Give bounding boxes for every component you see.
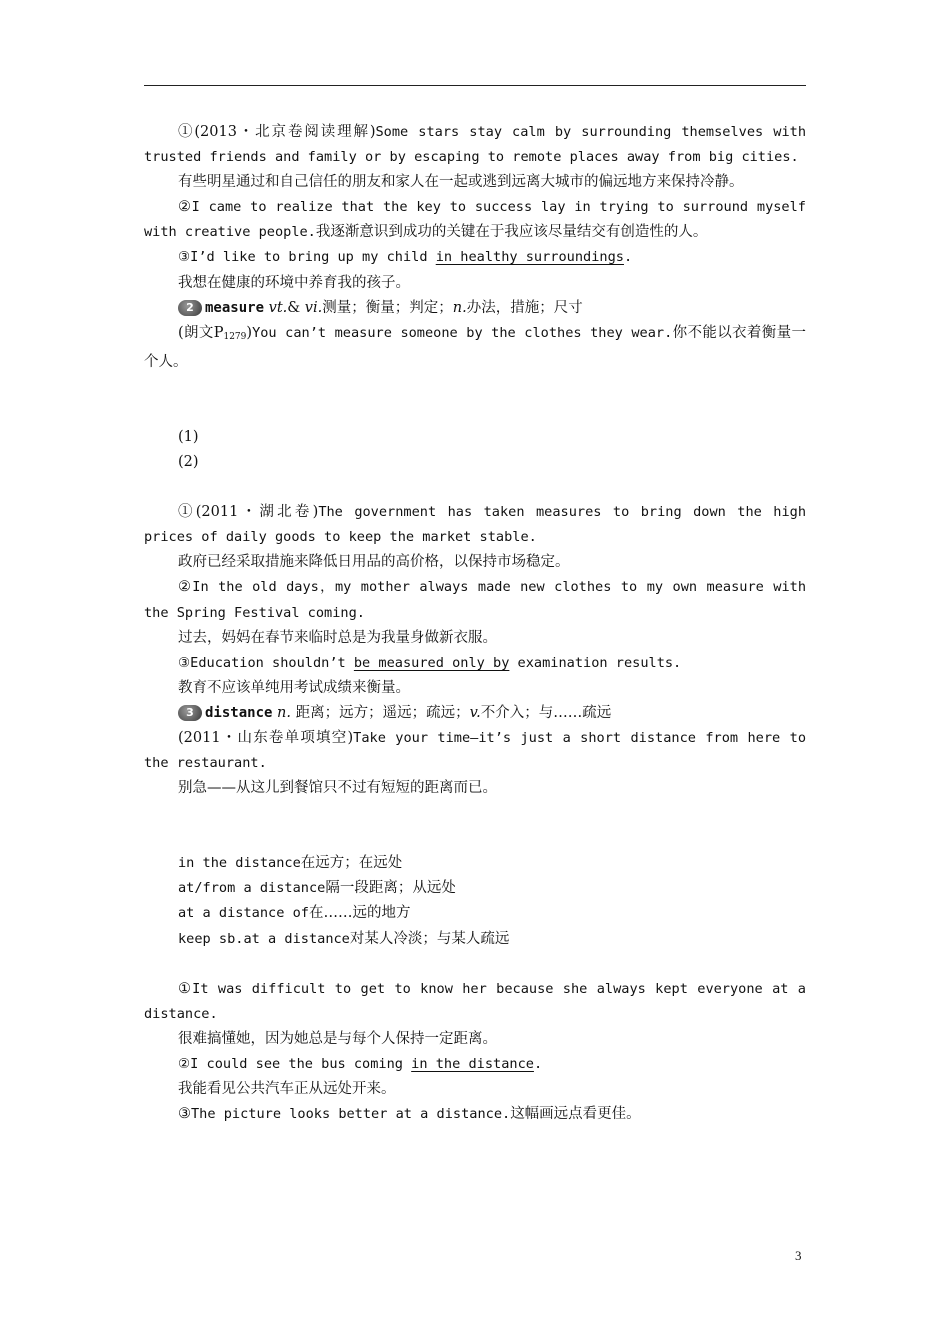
example-english: The government has taken measures to bring down the high prices of daily goods to keep the market stable. bbox=[144, 504, 807, 546]
example-translation: 我能看见公共汽车正从远处开来。 bbox=[178, 1081, 396, 1097]
example-paragraph: ③The picture looks better at a distance.这幅画远点看更佳。 bbox=[178, 1106, 641, 1123]
example-translation: 政府已经采取措施来降低日用品的高价格，以保持市场稳定。 bbox=[178, 554, 570, 571]
example-paragraph: ③I’d like to bring up my child in healthy surroundings. bbox=[178, 249, 633, 266]
example-paragraph: (朗文$P_{1279})You$ can’t measure someone by the clothes they wear.你不能以衣着衡量一个人。 bbox=[144, 324, 806, 370]
page-number: 3 bbox=[795, 1248, 802, 1263]
example-source: ①(2013・北京卷阅读理解) bbox=[178, 124, 376, 140]
entry-heading-distance: 3 distance n. 距离；远方；遥远；疏远；v.不介入；与……疏远 bbox=[144, 701, 806, 726]
document-body bbox=[144, 120, 806, 1127]
number-badge-icon: 3 bbox=[178, 705, 202, 721]
head-word: measure bbox=[205, 299, 265, 316]
example-paragraph: (2011・山东卷单项填空)Take your time—it’s just a short distance from here to the restaurant. bbox=[144, 729, 806, 772]
list-item: (1) bbox=[178, 428, 199, 445]
example-english: I came to realize that the key to success lay in trying to surround myself with creative people. bbox=[144, 199, 806, 241]
example-translation: 我逐渐意识到成功的关键在于我应该尽量结交有创造性的人。 bbox=[315, 224, 708, 241]
example-translation: 过去，妈妈在春节来临时总是为我量身做新衣服。 bbox=[178, 629, 497, 646]
header-rule bbox=[144, 85, 806, 86]
example-paragraph: ①(2011・湖北卷)The government has taken measures to bring down the high prices of daily goods to keep the market stable. bbox=[144, 504, 807, 546]
example-translation: 别急——从这儿到餐馆只不过有短短的距离而已。 bbox=[178, 780, 497, 797]
example-paragraph: ②In the old days，my mother always made new clothes to my own measure with the Spring Festival coming. bbox=[144, 579, 807, 621]
example-english: It was difficult to get to know her because she always kept everyone at a distance. bbox=[144, 980, 806, 1022]
underlined-phrase: in the distance bbox=[411, 1055, 534, 1072]
example-english: You can’t measure someone by the clothes they wear. bbox=[252, 324, 673, 341]
underlined-phrase: in healthy surroundings bbox=[435, 249, 624, 266]
underlined-phrase: be measured only by bbox=[353, 654, 510, 671]
head-word: distance bbox=[205, 704, 273, 721]
example-paragraph: ②I could see the bus coming in the distance. bbox=[178, 1055, 543, 1072]
example-translation: 有些明星通过和自己信任的朋友和家人在一起或逃到远离大城市的偏远地方来保持冷静。 bbox=[178, 174, 744, 191]
example-paragraph: ②I came to realize that the key to success lay in trying to surround myself with creative people.我逐渐意识到成功的关键在于我应该尽量结交有创造性的人。 bbox=[144, 199, 806, 241]
list-item: (2) bbox=[178, 454, 199, 471]
example-paragraph: ①It was difficult to get to know her because she always kept everyone at a distance. bbox=[144, 980, 806, 1022]
phrase-item: keep sb.at a distance对某人冷淡；与某人疏远 bbox=[178, 930, 510, 947]
phrase-item: at a distance of在……远的地方 bbox=[178, 905, 411, 922]
example-translation: 这幅画远点看更佳。 bbox=[510, 1106, 641, 1123]
phrase-item: in the distance在远方；在远处 bbox=[178, 855, 403, 872]
example-english: Take your time—it’s just a short distance from here to the restaurant. bbox=[144, 729, 806, 772]
example-translation: 我想在健康的环境中养育我的孩子。 bbox=[178, 274, 410, 291]
example-paragraph bbox=[144, 120, 806, 170]
number-badge-icon: 2 bbox=[178, 300, 202, 316]
phrase-item: at/from a distance隔一段距离；从远处 bbox=[178, 880, 456, 897]
example-paragraph: ③Education shouldn’t be measured only by examination results. bbox=[178, 654, 682, 671]
example-translation: 你不能以衣着衡量一个人。 bbox=[144, 324, 806, 370]
entry-heading-measure: 2 measure vt.& vi.测量；衡量；判定；n.办法，措施；尺寸 bbox=[144, 296, 806, 321]
example-translation: 很难搞懂她，因为她总是与每个人保持一定距离。 bbox=[178, 1030, 497, 1047]
example-english: Some stars stay calm by surrounding themselves with trusted friends and family or by escaping to remote places away from big cities. bbox=[144, 124, 807, 166]
example-translation: 教育不应该单纯用考试成绩来衡量。 bbox=[178, 679, 410, 696]
example-english: In the old days，my mother always made new clothes to my own measure with the Spring Festival coming. bbox=[144, 579, 807, 621]
example-english: The picture looks better at a distance. bbox=[191, 1106, 511, 1123]
